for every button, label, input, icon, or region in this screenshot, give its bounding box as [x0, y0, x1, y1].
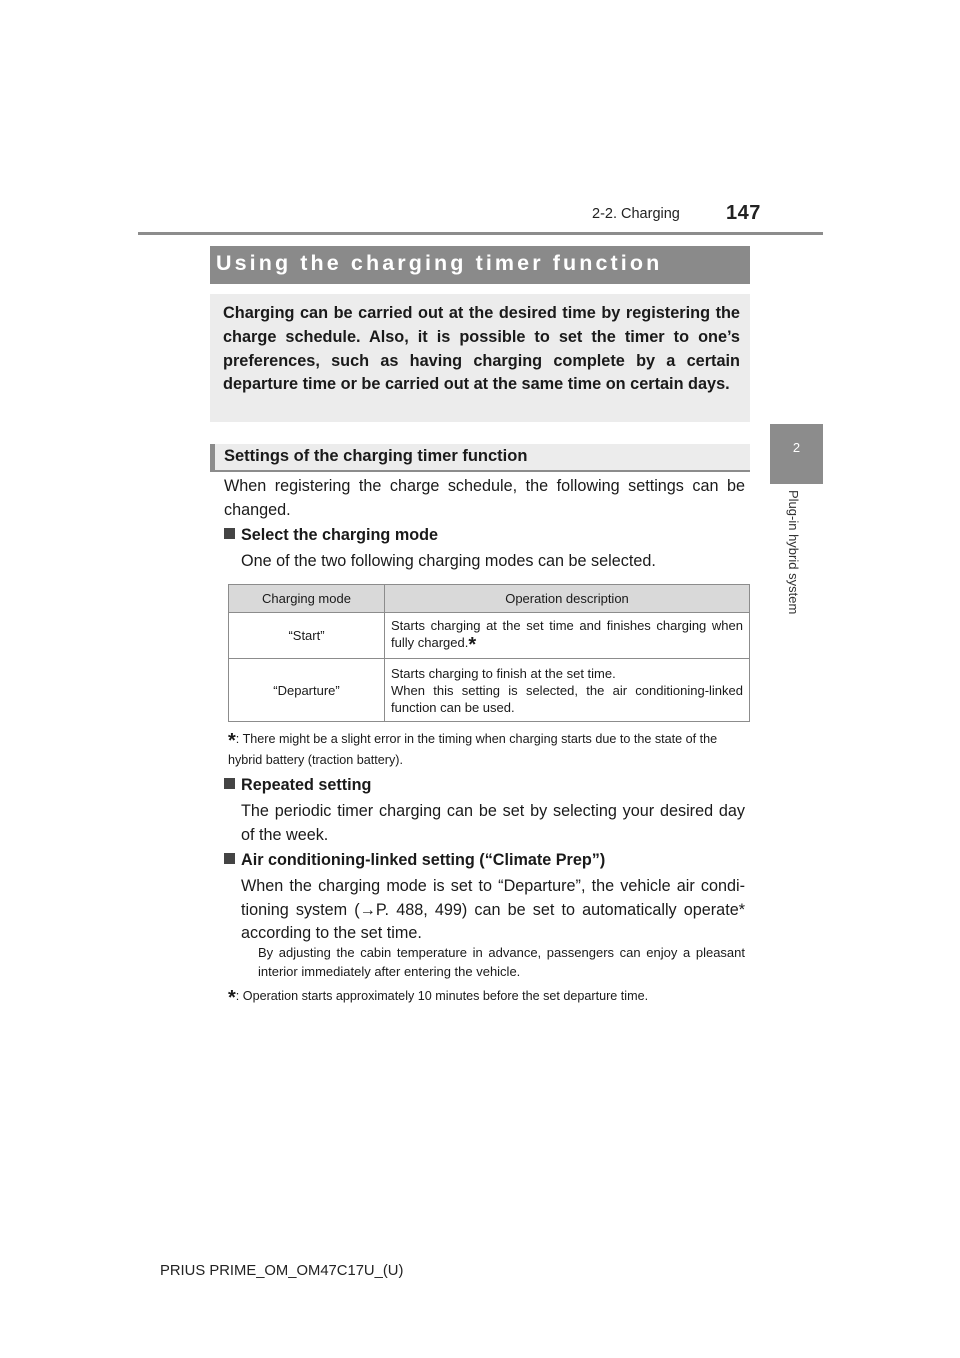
item-note-climate-prep: By adjusting the cabin temperature in advance, passengers can enjoy a pleasant interior immediately after entering the vehicle.: [258, 945, 745, 979]
header-rule: [138, 232, 823, 235]
page-title: Using the charging timer function: [216, 251, 663, 275]
item-text-charging-mode: One of the two following charging modes can be selected.: [241, 552, 656, 570]
table-cell-mode: “Start”: [229, 613, 385, 659]
footnote: *: Operation starts approximately 10 minutes before the set departure time.: [228, 987, 649, 1009]
table-cell-mode: “Departure”: [229, 659, 385, 722]
footnote-marker: *: [228, 730, 236, 752]
chapter-label: Plug-in hybrid system: [786, 490, 801, 615]
item-heading-repeated: Repeated setting: [224, 776, 371, 795]
arrow-icon: →: [359, 900, 376, 919]
table-cell-description: Starts charging at the set time and finishes charging when fully charged.*: [385, 613, 750, 659]
item-text-repeated: The periodic timer charging can be set by selecting your desired day of the week.: [241, 802, 745, 844]
description-line: Starts charging to finish at the set time.: [391, 665, 616, 681]
table-header-cell: Charging mode: [229, 585, 385, 613]
intro-text: Charging can be carried out at the desired time by registering the charge schedule. Also, it is possible to set the timer to one’s preferences, such as having charging complete by a certain departure time or be carried out at the same time on certain days.: [223, 304, 740, 394]
subsection-lead: When registering the charge schedule, the following settings can be changed.: [224, 477, 745, 519]
subsection-accent-bar: [210, 444, 215, 472]
item-text-climate-prep: When the charging mode is set to “Departure”, the vehicle air condi-tioning system (→P. 488, 499) can be set to automatically operate* according to the set time.: [241, 877, 745, 942]
footnote: *: There might be a slight error in the timing when charging starts due to the state of the hybrid battery (traction battery).: [228, 730, 718, 767]
square-bullet-icon: [224, 853, 235, 864]
chapter-number: 2: [792, 440, 801, 455]
table-header-row: [229, 585, 750, 613]
subsection-heading: Settings of the charging timer function: [224, 447, 528, 465]
footnote-marker: *: [228, 987, 236, 1009]
item-heading-climate-prep: Air conditioning-linked setting (“Climate Prep”): [224, 851, 605, 870]
section-label: 2-2. Charging: [592, 206, 680, 222]
table-row: [229, 659, 750, 722]
square-bullet-icon: [224, 528, 235, 539]
document-footer: PRIUS PRIME_OM_OM47C17U_(U): [160, 1263, 404, 1279]
description-line: When this setting is selected, the air conditioning-linked function can be used.: [391, 682, 743, 715]
table-cell-description: [385, 659, 750, 722]
table-header-cell: Operation description: [385, 585, 750, 613]
item-heading-charging-mode: Select the charging mode: [224, 526, 438, 545]
square-bullet-icon: [224, 778, 235, 789]
charging-mode-table: [228, 584, 750, 722]
footnote-marker: *: [468, 634, 477, 656]
table-row: [229, 613, 750, 659]
page-number: 147: [726, 202, 761, 224]
